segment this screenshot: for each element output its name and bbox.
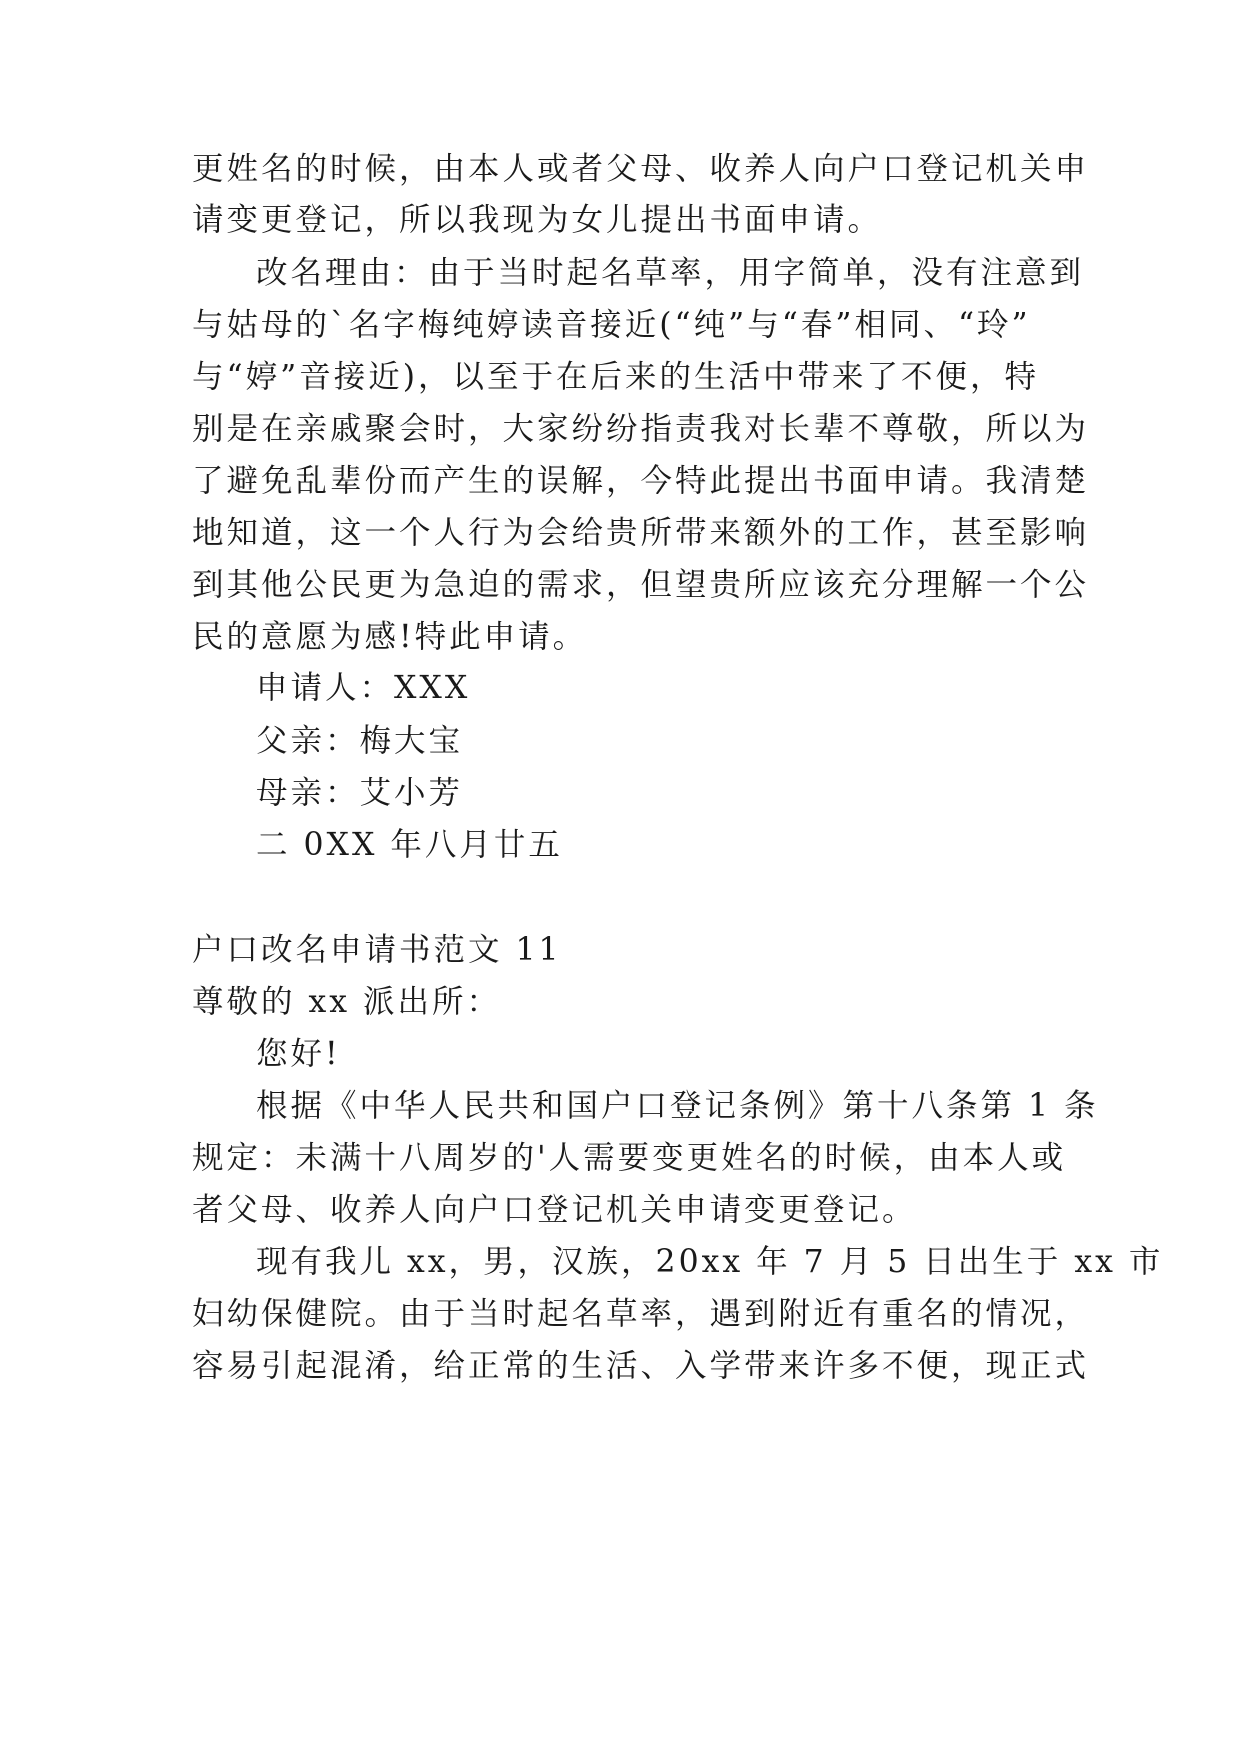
- law-line: 规定：未满十八周岁的'人需要变更姓名的时候，由本人或: [192, 1140, 1067, 1176]
- reason-line: 别是在亲戚聚会时，大家纷纷指责我对长辈不尊敬，所以为: [192, 411, 1090, 447]
- date-line: 二 0XX 年八月廿五: [256, 827, 563, 863]
- reason-line: 民的意愿为感!特此申请。: [192, 619, 588, 655]
- law-line: 者父母、收养人向户口登记机关申请变更登记。: [192, 1192, 917, 1228]
- reason-line: 到其他公民更为急迫的需求，但望贵所应该充分理解一个公: [192, 567, 1090, 603]
- mother-line: 母亲：艾小芳: [256, 775, 464, 811]
- reason-line: 地知道，这一个人行为会给贵所带来额外的工作，甚至影响: [192, 515, 1090, 551]
- reason-line: 改名理由：由于当时起名草率，用字简单，没有注意到: [256, 255, 1085, 291]
- law-line: 根据《中华人民共和国户口登记条例》第十八条第 1 条: [256, 1088, 1099, 1124]
- salutation: 尊敬的 xx 派出所：: [192, 984, 502, 1020]
- paragraph-line: 请变更登记，所以我现为女儿提出书面申请。: [192, 202, 883, 238]
- body-line: 容易引起混淆，给正常的生活、入学带来许多不便，现正式: [192, 1348, 1090, 1384]
- reason-line: 了避免乱辈份而产生的误解，今特此提出书面申请。我清楚: [192, 463, 1090, 499]
- paragraph-line: 更姓名的时候，由本人或者父母、收养人向户口登记机关申: [192, 151, 1090, 187]
- greeting: 您好!: [256, 1036, 341, 1072]
- reason-line: 与“婷”音接近)，以至于在后来的生活中带来了不便，特: [192, 359, 1039, 395]
- applicant-line: 申请人：XXX: [256, 670, 471, 706]
- section-title: 户口改名申请书范文 11: [192, 932, 562, 968]
- body-line: 妇幼保健院。由于当时起名草率，遇到附近有重名的情况，: [192, 1296, 1090, 1332]
- body-line: 现有我儿 xx，男，汉族，20xx 年 7 月 5 日出生于 xx 市: [256, 1244, 1164, 1280]
- reason-line: 与姑母的`名字梅纯婷读音接近(“纯”与“春”相同、“玲”: [192, 307, 1031, 343]
- father-line: 父亲：梅大宝: [256, 723, 464, 759]
